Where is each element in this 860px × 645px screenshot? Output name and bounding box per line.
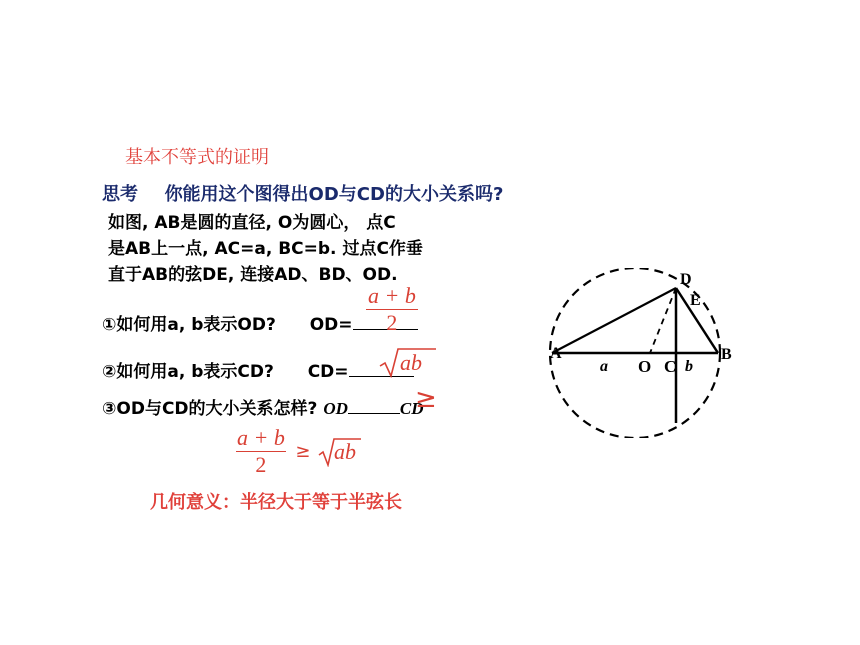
description-line-2: 是AB上一点, AC=a, BC=b. 过点C作垂: [108, 239, 423, 259]
label-b-point: B: [721, 346, 732, 363]
label-b-length: b: [685, 358, 693, 375]
label-a-length: a: [600, 358, 608, 375]
inequality-sign: ≥: [295, 441, 311, 462]
question-1-answer: [366, 283, 418, 336]
section-title: 基本不等式的证明: [125, 147, 269, 168]
inequality-sqrt: [318, 437, 360, 467]
question-3-lhs: OD: [323, 399, 348, 418]
description-line-1: 如图, AB是圆的直径, O为圆心， 点C: [108, 213, 396, 233]
question-2-answer-radicand: ab: [400, 350, 422, 375]
question-1-prefix: OD=: [309, 315, 353, 335]
geometric-meaning: 几何意义：半径大于等于半弦长: [150, 492, 402, 513]
inequality-num: a + b: [237, 425, 285, 450]
description: [108, 210, 423, 288]
label-e-point: E: [690, 292, 701, 309]
segment-ad: [552, 288, 676, 353]
question-3-rhs: CD: [399, 399, 424, 418]
think-question: 你能用这个图得出OD与CD的大小关系吗?: [164, 184, 504, 205]
question-2-answer: [378, 346, 422, 375]
label-o-point: O: [638, 357, 652, 376]
segment-od: [650, 288, 676, 353]
question-3-blank: [348, 395, 400, 414]
circle-figure: [540, 268, 740, 438]
description-line-3: 直于AB的弦DE, 连接AD、BD、OD.: [108, 265, 398, 285]
label-c-point: C: [664, 357, 677, 376]
question-1-text: ①如何用a, b表示OD?: [102, 315, 276, 335]
label-d-point: D: [680, 271, 692, 288]
inequality-den: 2: [255, 452, 267, 477]
question-3-answer: ≥: [415, 384, 437, 414]
label-a-point: A: [550, 345, 562, 362]
inequality-radicand: ab: [333, 438, 356, 464]
question-3-text: ③OD与CD的大小关系怎样?: [102, 399, 318, 419]
question-3: [102, 394, 424, 419]
question-1-answer-num: a + b: [368, 283, 416, 308]
question-2: [102, 357, 414, 382]
question-2-prefix: CD=: [307, 362, 349, 382]
question-1-answer-den: 2: [386, 310, 398, 335]
inequality-fraction: [236, 425, 286, 478]
think-label: 思考: [102, 184, 138, 205]
question-2-text: ②如何用a, b表示CD?: [102, 362, 274, 382]
think-line: [102, 180, 503, 206]
inequality: [236, 425, 360, 478]
